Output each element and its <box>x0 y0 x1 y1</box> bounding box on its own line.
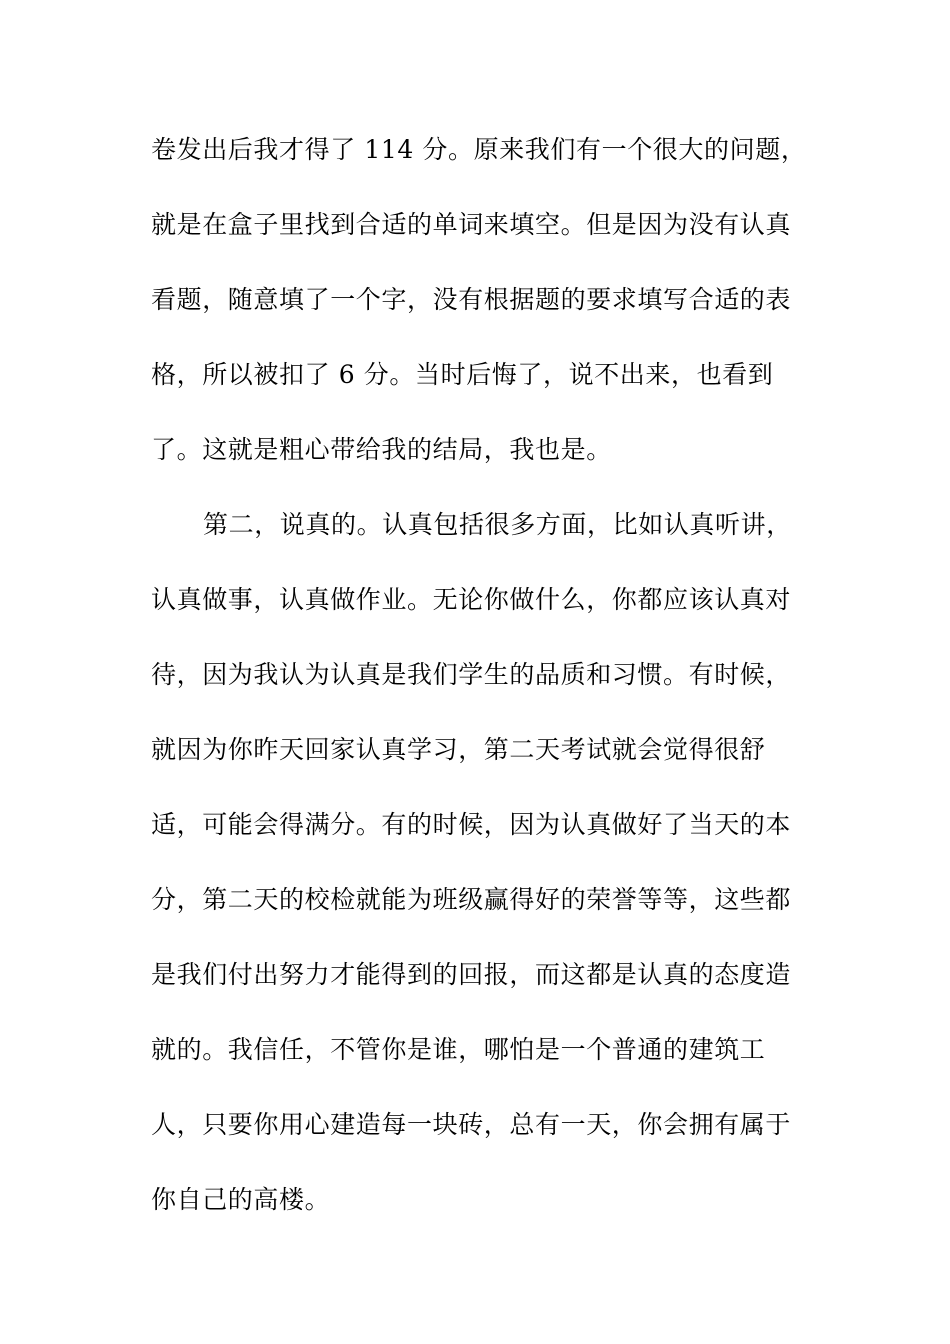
text-line: 待，因为我认为认真是我们学生的品质和习惯。有时候， <box>151 660 792 689</box>
text-line: 你自己的高楼。 <box>151 1185 331 1214</box>
text-line: 是我们付出努力才能得到的回报，而这都是认真的态度造 <box>151 960 792 989</box>
text-line: 卷发出后我才得了 114 分。原来我们有一个很大的问题， <box>151 135 807 164</box>
text-line: 分，第二天的校检就能为班级赢得好的荣誉等等，这些都 <box>151 885 792 914</box>
text-line: 认真做事，认真做作业。无论你做什么，你都应该认真对 <box>151 585 792 614</box>
text-line: 格，所以被扣了 6 分。当时后悔了，说不出来，也看到 <box>151 360 774 389</box>
paragraph-first-line: 第二，说真的。认真包括很多方面，比如认真听讲， <box>203 510 792 539</box>
text-line: 人，只要你用心建造每一块砖，总有一天，你会拥有属于 <box>151 1110 792 1139</box>
text-line: 适，可能会得满分。有的时候，因为认真做好了当天的本 <box>151 810 792 839</box>
text-line: 就是在盒子里找到合适的单词来填空。但是因为没有认真 <box>151 210 792 239</box>
text-line: 就的。我信任，不管你是谁，哪怕是一个普通的建筑工 <box>151 1035 766 1064</box>
text-line: 就因为你昨天回家认真学习，第二天考试就会觉得很舒 <box>151 735 766 764</box>
text-line: 看题，随意填了一个字，没有根据题的要求填写合适的表 <box>151 285 792 314</box>
text-line: 了。这就是粗心带给我的结局，我也是。 <box>151 435 612 464</box>
